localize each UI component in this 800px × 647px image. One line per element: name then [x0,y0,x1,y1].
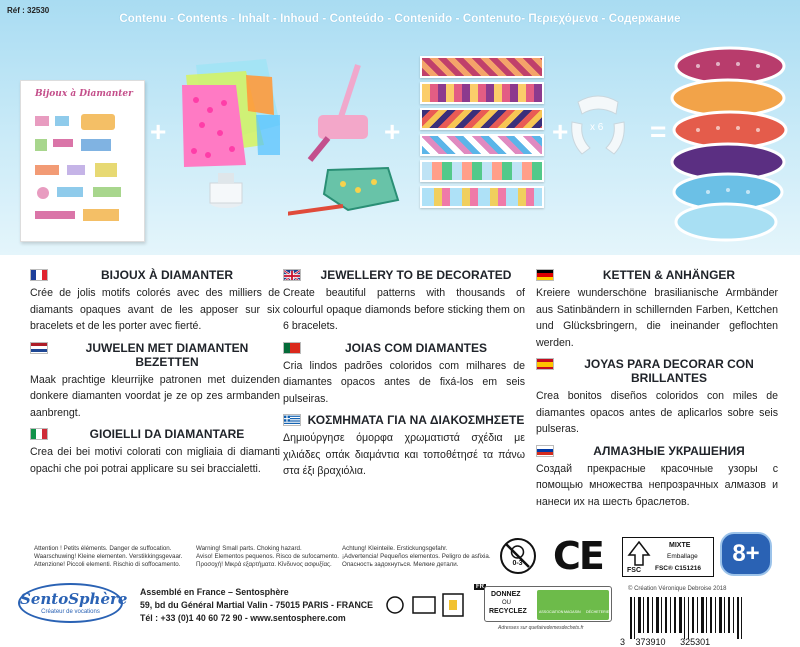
section-title: GIOIELLI DA DIAMANTARE [89,427,245,441]
section-body: Cria lindos padrões coloridos com milhares de diamantes opacos antes de fixá-los em seis pulseiras. [283,359,525,405]
fr-tag: FR [476,584,484,590]
section-title: ΚΟΣΜΗΜΑΤΑ ΓΙΑ ΝΑ ΔΙΑΚΟΣΜΗΣΕΤΕ [307,413,525,427]
warning-column-1 [34,545,182,569]
section-body: Create beautiful patterns with thousands of colourful opaque diamonds before sticking them on 6 bracelets. [283,287,525,332]
quantity-multiplier: x 6 [590,122,604,133]
text-column-1 [30,268,280,483]
age-warning-badge [500,538,536,574]
address-line: Tél : +33 (0)1 40 60 72 90 - www.sentosphere.com [140,613,346,623]
section-title: KETTEN & ANHÄNGER [602,268,736,282]
fsc-emballage: Emballage [667,553,698,560]
age-warning-label: 0-3 [512,560,523,567]
section-it [30,427,280,477]
warning-line: ¡Advertencia! Pequeños elementos. Peligro de asfixia. [342,553,491,560]
ce-mark: CE [553,534,603,578]
barcode-group-1: 373910 [635,637,666,647]
recycle-option: ASSOCIATION [539,610,564,614]
section-body: Crée de jolis motifs colorés avec des milliers de diamants opaques avant de les apposer sur six bracelets et de les porter avec fierté. [30,287,280,332]
warning-line: Achtung! Kleinteile. Erstickungsgefahr. [342,545,448,552]
equals-sign: = [650,116,667,147]
company-address [140,586,373,625]
fsc-mixte: MIXTE [669,542,691,549]
section-fr [30,268,280,335]
barcode-first-digit: 3 [620,637,626,647]
flag-germany-icon [536,269,554,281]
fsc-code: FSC® C151216 [655,565,701,572]
warning-column-2 [196,545,339,569]
section-body: Δημιούργησε όμορφα χρωματιστά σχέδια με χιλιάδες οπάκ διαμάντια και τοποθέτησέ τα πάνω στα έξι βραχιόλια. [283,432,525,477]
recycle-options [537,590,609,620]
warning-line: Опасность задохнуться. Мелкие детали. [342,561,459,568]
bracelet-strip [420,186,544,208]
bracelet-strip [420,56,544,78]
barcode-group-2: 325301 [680,637,711,647]
sentosphere-logo [18,583,128,623]
section-el [283,413,525,480]
warning-line: Προσοχή! Μικρά εξαρτήματα. Κίνδυνος ασφυξίας. [196,561,332,568]
logo-text: SentoSphère [20,590,128,608]
section-title: JOYAS PARA DECORAR CON BRILLANTES [584,357,754,385]
flag-italy-icon [30,428,48,440]
copyright: © Création Véronique Debroise 2018 [628,586,727,592]
bracelet-strip [420,108,544,130]
age-label: 8+ [732,540,760,567]
contents-banner [0,0,800,255]
recycle-option: MAGASIN [564,610,581,614]
ou-label: OU [502,600,511,606]
barcode-digits [620,637,710,647]
section-body: Crea dei bei motivi colorati con migliaia di diamanti opachi che poi potrai applicare su sei braccialetti. [30,446,280,475]
leaflet-illustrations [21,81,146,243]
section-title: JUWELEN MET DIAMANTEN BEZETTEN [85,340,249,369]
fsc-label: FSC [627,567,641,574]
finished-bracelets-illustration [668,30,793,260]
triman-icons [385,588,473,622]
logo-tagline: Créateur de vocations [41,609,100,615]
recycling-bins-icon [385,588,473,622]
instruction-leaflet [20,80,145,242]
text-column-2 [283,268,525,486]
section-title: BIJOUX À DIAMANTER [100,268,233,282]
age-badge [720,532,772,576]
section-title: АЛМАЗНЫЕ УКРАШЕНИЯ [593,443,745,458]
text-column-3 [536,268,778,516]
flag-portugal-icon [283,342,301,354]
address-line: 59, bd du Général Martial Valin - 75015 PARIS - FRANCE [140,600,374,610]
bracelet-strip [420,160,544,182]
recycle-info-panel [484,586,612,622]
reference-number: Réf : 32530 [7,6,50,15]
section-es [536,357,778,438]
section-body: Crea bonitos diseños coloridos con miles de diamantes opacos antes de aplicarlos sobre seis pulseras. [536,390,778,435]
section-nl [30,341,280,422]
section-body: Maak prachtige kleurrijke patronen met duizenden donkere diamanten voordat je ze op zes armbanden aanbrengt. [30,373,280,419]
contents-title: Contenu - Contents - Inhalt - Inhoud - Conteúdo - Contenido - Contenuto- Περιεχόμενα - Содержание [119,13,681,25]
leaflet-title: Bijoux à Diamanter [35,89,133,99]
section-title: JOIAS COM DIAMANTES [344,340,487,355]
warning-line: Attenzione! Piccoli elementi. Rischio di soffocamento. [34,561,181,568]
recyclez-label: RECYCLEZ [489,608,527,615]
warning-line: Waarschuwing! Kleine elementen. Verstikkingsgevaar. [34,553,183,560]
flag-russia-icon [536,445,554,457]
section-ru [536,444,778,511]
section-en [283,268,525,335]
flag-uk-icon [283,269,301,281]
section-body: Kreiere wunderschöne brasilianische Armbänder aus Satinbändern in schillernden Farben, Kettchen und Glücksbringern, die ineinander geflochten werden. [536,287,778,349]
flag-netherlands-icon [30,342,48,354]
flag-france-icon [30,269,48,281]
plus-sign-3: + [552,116,569,147]
warning-line: Attention ! Petits éléments. Danger de suffocation. [34,545,172,552]
fsc-tree-icon [627,541,651,567]
section-body: Создай прекрасные красочные узоры с помощью множества непрозрачных алмазов и нанеси их на шесть браслетов. [536,462,778,508]
donnez-label: DONNEZ [491,591,521,598]
flag-spain-icon [536,358,554,370]
section-title: JEWELLERY TO BE DECORATED [320,268,512,282]
recycle-option: DÉCHETERIE [586,610,610,614]
warning-line: Aviso! Elementos pequenos. Risco de sufocamento. [196,553,339,560]
address-line: Assemblé en France – Sentosphère [140,587,289,597]
section-pt [283,341,525,408]
warning-line: Warning! Small parts. Choking hazard. [196,545,302,552]
bracelet-strip [420,82,544,104]
bracelet-strip [420,134,544,156]
fsc-badge [622,537,714,577]
plus-sign-2: + [384,116,401,147]
plus-sign-1: + [150,116,167,147]
flag-greece-icon [283,414,301,426]
recycle-url: Adresses sur quefairedemesdechets.fr [498,625,584,631]
warning-column-3 [342,545,491,569]
diamond-bags-illustration [176,55,286,230]
section-de [536,268,778,351]
